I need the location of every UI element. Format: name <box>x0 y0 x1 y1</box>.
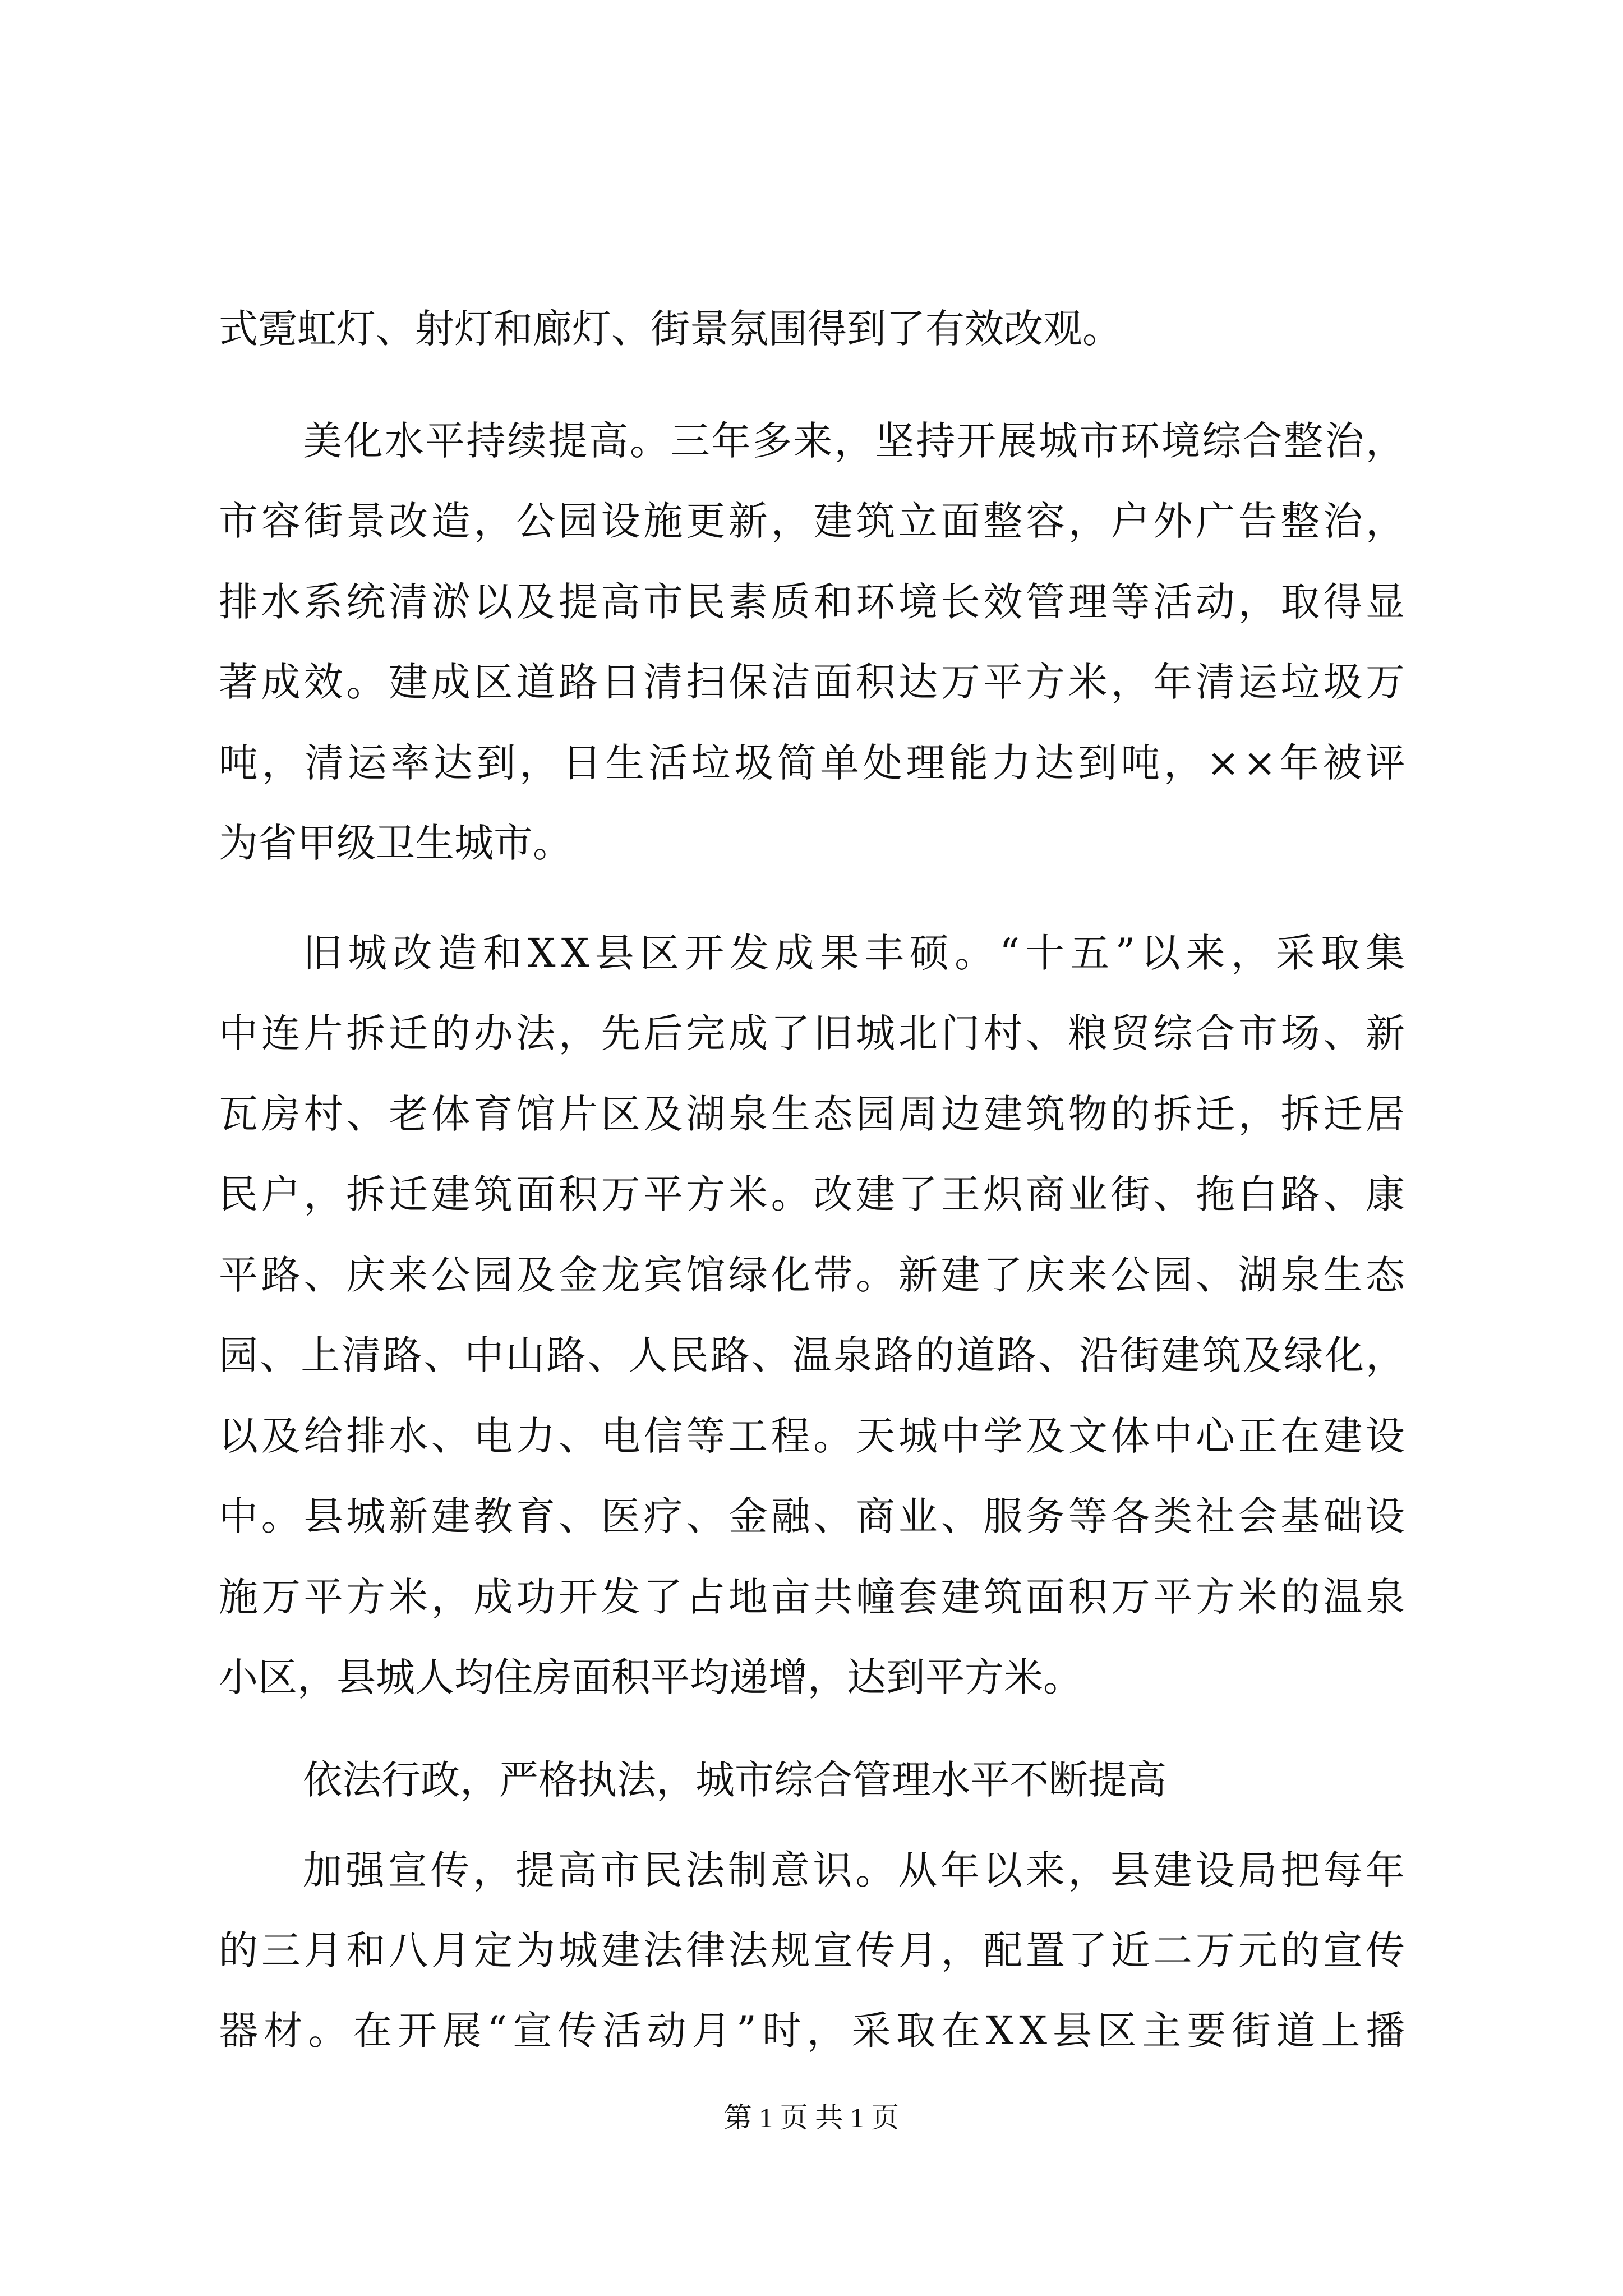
text-line: 小区，县城人均住房面积平均递增，达到平方米。 <box>219 1654 1082 1700</box>
text-line: 著成效。建成区道路日清扫保洁面积达万平方米，年清运垃圾万 <box>219 659 1408 705</box>
text-line: 式霓虹灯、射灯和廊灯、街景氛围得到了有效改观。 <box>219 306 1122 352</box>
page-footer: 第 1 页 共 1 页 <box>723 2102 900 2133</box>
text-line: 施万平方米，成功开发了占地亩共幢套建筑面积万平方米的温泉 <box>219 1574 1408 1620</box>
text-line: 排水系统清淤以及提高市民素质和环境长效管理等活动，取得显 <box>219 579 1408 625</box>
text-line: 为省甲级卫生城市。 <box>219 820 572 866</box>
text-line: 吨，清运率达到，日生活垃圾简单处理能力达到吨，××年被评 <box>219 740 1409 786</box>
text-line: 器材。在开展“宣传活动月”时，采取在XX县区主要街道上播 <box>219 2008 1411 2054</box>
text-line: 瓦房村、老体育馆片区及湖泉生态园周边建筑物的拆迁，拆迁居 <box>219 1091 1408 1137</box>
text-line: 民户，拆迁建筑面积万平方米。改建了王炽商业街、拖白路、康 <box>219 1171 1408 1217</box>
text-line: 平路、庆来公园及金龙宾馆绿化带。新建了庆来公园、湖泉生态 <box>219 1252 1408 1298</box>
text-line: 加强宣传，提高市民法制意识。从年以来，县建设局把每年 <box>303 1847 1408 1893</box>
text-line: 的三月和八月定为城建法律法规宣传月，配置了近二万元的宣传 <box>219 1927 1408 1973</box>
text-line: 市容街景改造，公园设施更新，建筑立面整容，户外广告整治， <box>219 498 1408 544</box>
text-line: 中连片拆迁的办法，先后完成了旧城北门村、粮贸综合市场、新 <box>219 1010 1408 1056</box>
text-line: 美化水平持续提高。三年多来，坚持开展城市环境综合整治， <box>303 418 1407 464</box>
text-line: 中。县城新建教育、医疗、金融、商业、服务等各类社会基础设 <box>219 1493 1408 1539</box>
text-line: 旧城改造和XX县区开发成果丰硕。“十五”以来，采取集 <box>303 930 1411 976</box>
section-heading: 依法行政，严格执法，城市综合管理水平不断提高 <box>303 1757 1166 1803</box>
text-line: 以及给排水、电力、电信等工程。天城中学及文体中心正在建设 <box>219 1413 1408 1459</box>
text-line: 园、上清路、中山路、人民路、温泉路的道路、沿街建筑及绿化， <box>219 1332 1407 1378</box>
